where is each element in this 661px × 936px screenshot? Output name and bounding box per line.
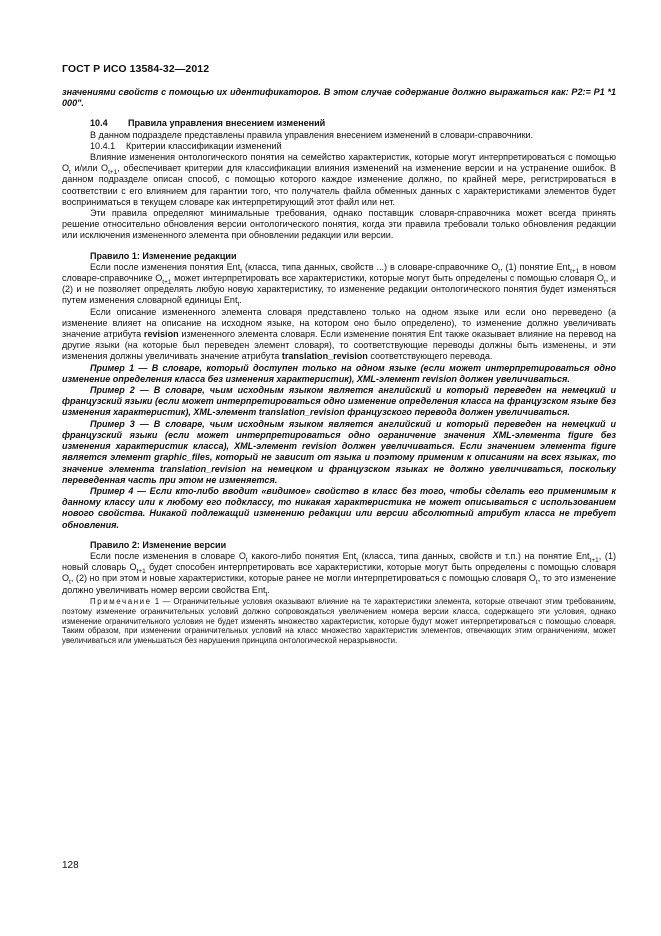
rule-1-example-3: Пример 3 — В словаре, чьим исходным языком является английский и который переведен на немецкий и французский языки (если может интерпретироваться одно ограничение значения XML-элемента figure без изменения характеристик класса), XML-элемент revision должен увеличиваться. Если значением элемента figure является элемент graphic_files, который не зависит от языка и поэтому применим к описаниям на всех языках, то значение элемента translation_revision на немецком и французском языках не должно увеличиваться, поскольку переведенная часть при этом не изменяется. — [62, 418, 616, 485]
page-number: 128 — [62, 860, 79, 871]
rule-1-example-4: Пример 4 — Если кто-либо вводит «видимое» свойство в класс без того, чтобы сделать его применимым к данному классу или к любому его подклассу, то никакая характеристика не может описываться с использованием нового свойства. Никакой подлежащий изменению редакции или версии абсолютный атрибут класса не требует обновления. — [62, 485, 616, 530]
subsection-title: Критерии классификации изменений — [126, 140, 282, 151]
rule-1-example-1: Пример 1 — В словаре, который доступен только на одном языке (если может интерпретироваться одно изменение определения класса без изменения характеристик), XML-элемент revision должен увеличиваться. — [62, 362, 616, 384]
standard-header: ГОСТ Р ИСО 13584-32—2012 — [62, 63, 210, 75]
rule-1-title: Правило 1: Изменение редакции — [90, 250, 237, 261]
section-title: Правила управления внесением изменений — [128, 118, 326, 129]
rule-2-paragraph-1: Если после изменения в словаре $O_t$ какого-либо понятия Ent$_t$ (класса, типа данных, свойств и т.п.) на понятие Ent$_{t+1}$, (1) новый словарь $O_{t+1}$ будет способен интерпретировать все характеристики, которые могут быть определены с помощью словаря $O_t$, (2) но при этом и новые характеристики, которые ранее не могли интерпретироваться с помощью словаря $O_t$, то это изменение должно увеличивать номер версии свойства Ent$_t$. — [62, 550, 616, 598]
page-body — [62, 87, 616, 646]
rule-2-title: Правило 2: Изменение версии — [90, 539, 227, 550]
section-10-4-1-heading — [62, 141, 616, 152]
section-10-4-heading — [62, 118, 616, 129]
section-10-4-text: В данном подразделе представлены правила управления внесением изменений в словари-справочники. — [90, 129, 534, 140]
section-10-4-1-paragraph-2: Эти правила определяют минимальные требования, однако поставщик словаря-справочника может всегда принять решение относительно обновления версии онтологического понятия, когда эти правила требовали только обновления редакции или исключения измененного элемента при обновлении редакции или версии. — [62, 208, 616, 241]
note-label: Примечание — [90, 596, 152, 606]
section-number: 10.4 — [90, 118, 108, 129]
rule-2-note: Примечание 1 — Ограничительные условия оказывают влияние на те характеристики элемента, которые отвечают этим требованиям, поэтому изменение ограничительных условий должно сопровождаться увеличением номера версии класса, содержащего эти условия, однако изменение ограничительного условия не будет изменять множество характеристик, которые будут может интерпретироваться с помощью словаря. Таким образом, при изменении ограничительных условий на класс множество характеристик элементов, отвечающих этим ограничениям, может увеличиваться или уменьшаться без нарушения принципа онтологической неразрывности. — [62, 596, 616, 646]
intro-continuation: значениями свойств с помощью их идентификаторов. В этом случае содержание должно выражаться как: P2:= P1 *1 000". — [62, 87, 616, 109]
rule-1-paragraph-1: Если после изменения понятия Ent$_t$ (класса, типа данных, свойств ...) в словаре-справочнике $O_t$, (1) понятие Ent$_{t+1}$ в новом словаре-справочнике $O_{t+1}$ может интерпретировать все характеристики, которые могут быть определены с помощью словаря $O_t$, и (2) и не позволяет определять любую новую характеристику, то изменение редакции онтологического понятия будет изменяться путем изменения словарной единицы Ent$_t$. — [62, 261, 616, 309]
section-10-4-1-paragraph-1: Влияние изменения онтологического понятия на семейство характеристик, которые могут интерпретироваться с помощью $O_t$ и/или $O_{t+1}$, обеспечивает критерии для классификации влияния изменений на изменение версии и на устранение ошибок. В данном подразделе описан способ, с помощью которого каждое изменение должно, по крайней мере, регистрироваться в соответствии с его влиянием для гарантии того, что получатель файла обменных данных с характеристиками элементов будет восприниматься в текущем словаре как интерпретирующий этот файл или нет. — [62, 152, 616, 207]
subsection-number: 10.4.1 — [90, 140, 116, 151]
rule-1-paragraph-2: Если описание измененного элемента словаря представлено только на одном языке или если оно переведено (а изменение влияет на описание на исходном языке, на котором оно было определено), то изменение должно увеличивать значение атрибута revision измененного элемента словаря. Если изменение понятия Ent также оказывает влияние на перевод на другие языки (на которые был переведен элемент словаря), то соответствующие переводы должны быть изменены, и эти изменения должны увеличивать значение атрибута translation_revision соответствующего перевода. — [62, 306, 616, 362]
rule-1-example-2: Пример 2 — В словаре, чьим исходным языком является английский и который переведен на немецкий и французский языки (если может интерпретироваться одно изменение определения класса на французском языке без изменения характеристик), XML-элемент translation_revision французского перевода должен увеличиваться. — [62, 385, 616, 418]
